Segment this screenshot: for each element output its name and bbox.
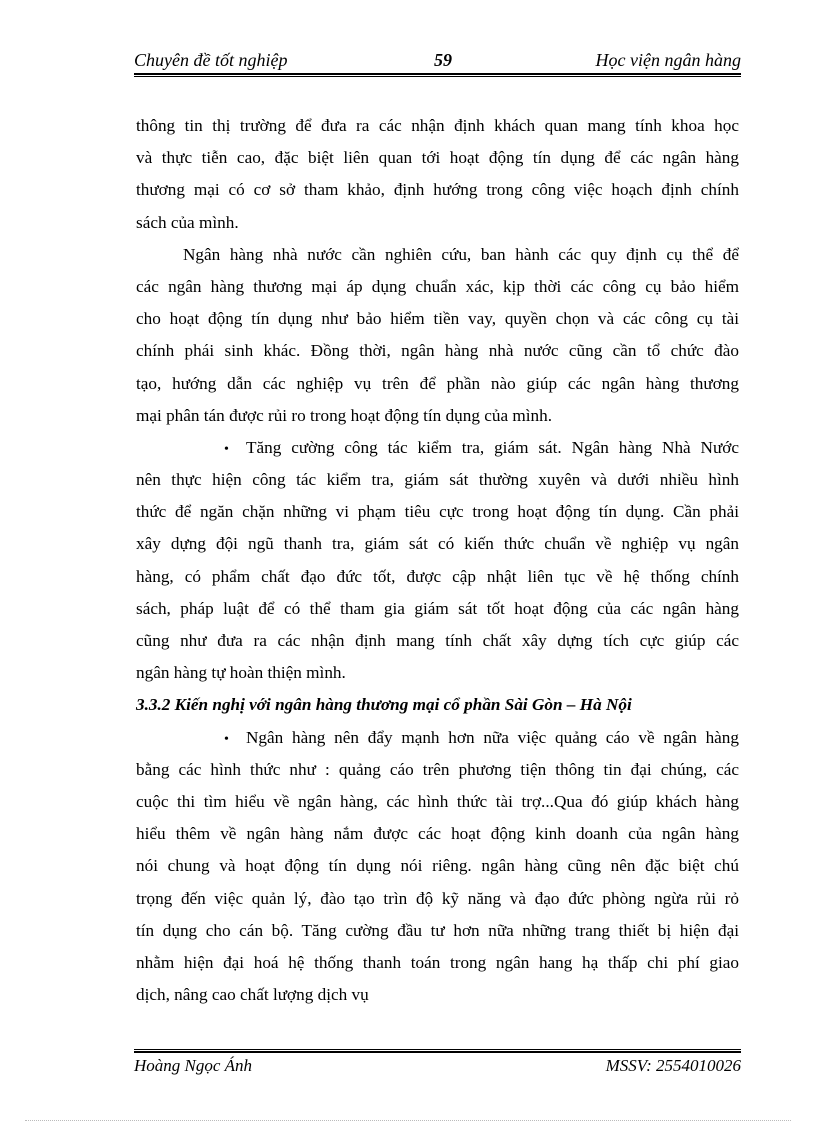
- text-line: ngân hàng tự hoàn thiện mình.: [136, 663, 346, 683]
- text-line: [136, 432, 739, 464]
- text-line: sách, pháp luật để có thể tham gia giám sát tốt hoạt động của các ngân hàng: [136, 598, 739, 618]
- text-line: cho hoạt động tín dụng như bảo hiểm tiền vay, quyền chọn và các công cụ tài: [136, 309, 739, 329]
- text-line: hiểu thêm về ngân hàng nắm được các hoạt động kinh doanh của ngân hàng: [136, 824, 739, 844]
- text-line: nên thực hiện công tác kiểm tra, giám sát thường xuyên và dưới nhiều hình: [136, 470, 739, 490]
- footer-author: Hoàng Ngọc Ánh: [134, 1056, 253, 1075]
- text-line: trọng đến việc quản lý, đào tạo trìn độ kỹ năng và đạo đức phòng ngừa rủi rỏ: [136, 888, 739, 908]
- paragraph-4-bulleted: [136, 722, 739, 1012]
- bullet-icon: •: [224, 731, 229, 747]
- header-document-title: Chuyên đề tốt nghiệp: [134, 50, 288, 70]
- text-line: sách của mình.: [136, 212, 239, 232]
- text-line: tạo, hướng dẫn các nghiệp vụ trên để phần nào giúp các ngân hàng thương: [136, 373, 739, 393]
- text-line: thông tin thị trường để đưa ra các nhận định khách quan mang tính khoa học: [136, 116, 739, 135]
- text-line: chính phái sinh khác. Đồng thời, ngân hàng nhà nước cũng cần tổ chức đào: [136, 341, 739, 361]
- text-line: thức để ngăn chặn những vi phạm tiêu cực trong hoạt động tín dụng. Cần phải: [136, 502, 739, 522]
- page-number: 59: [434, 50, 452, 70]
- text-line: [136, 722, 739, 754]
- text-line: xây dựng đội ngũ thanh tra, giám sát có kiến thức chuẩn về nghiệp vụ ngân: [136, 534, 739, 554]
- paragraph-1: [136, 110, 739, 239]
- page-header: [134, 47, 741, 73]
- header-institution: Học viện ngân hàng: [595, 50, 741, 70]
- text-line: dịch, nâng cao chất lượng dịch vụ: [136, 985, 369, 1005]
- text-line: Ngân hàng nhà nước cần nghiên cứu, ban hành các quy định cụ thể để: [183, 244, 739, 264]
- text-line: bằng các hình thức như : quảng cáo trên phương tiện thông tin đại chúng, các: [136, 759, 739, 779]
- page-footer: [134, 1053, 741, 1079]
- bullet-text: Tăng cường công tác kiểm tra, giám sát. Ngân hàng Nhà Nước: [246, 437, 739, 457]
- text-line: mại phân tán được rủi ro trong hoạt động tín dụng của mình.: [136, 405, 553, 425]
- bullet-text: Ngân hàng nên đẩy mạnh hơn nữa việc quảng cáo về ngân hàng: [246, 727, 739, 747]
- text-line: hàng, có phẩm chất đạo đức tốt, được cập nhật liên tục về hệ thống chính: [136, 566, 739, 586]
- text-line: và thực tiễn cao, đặc biệt liên quan tới hoạt động tín dụng để các ngân hàng: [136, 148, 739, 168]
- header-divider: [134, 73, 741, 77]
- paragraph-3-bulleted: [136, 432, 739, 690]
- document-body: [136, 110, 739, 1011]
- section-heading: 3.3.2 Kiến nghị với ngân hàng thương mại cổ phần Sài Gòn – Hà Nội: [136, 695, 632, 715]
- page-edge-divider: [25, 1120, 791, 1121]
- text-line: nhằm hiện đại hoá hệ thống thanh toán trong ngân hang hạ thấp chi phí giao: [136, 952, 739, 972]
- text-line: nói chung và hoạt động tín dụng nói riêng. ngân hàng cũng nên đặc biệt chú: [136, 856, 739, 876]
- text-line: cũng như đưa ra các nhận định mang tính chất xây dựng tích cực giúp các: [136, 631, 739, 650]
- footer-student-id: MSSV: 2554010026: [605, 1056, 741, 1075]
- bullet-icon: •: [224, 441, 229, 457]
- text-line: thương mại có cơ sở tham khảo, định hướng trong công việc hoạch định chính: [136, 180, 739, 200]
- text-line: các ngân hàng thương mại áp dụng chuẩn xác, kịp thời các công cụ bảo hiểm: [136, 276, 739, 296]
- text-line: cuộc thi tìm hiểu về ngân hàng, các hình thức tài trợ...Qua đó giúp khách hàng: [136, 791, 739, 811]
- text-line: tín dụng cho cán bộ. Tăng cường đầu tư hơn nữa những trang thiết bị hiện đại: [136, 920, 739, 940]
- paragraph-2: [136, 239, 739, 432]
